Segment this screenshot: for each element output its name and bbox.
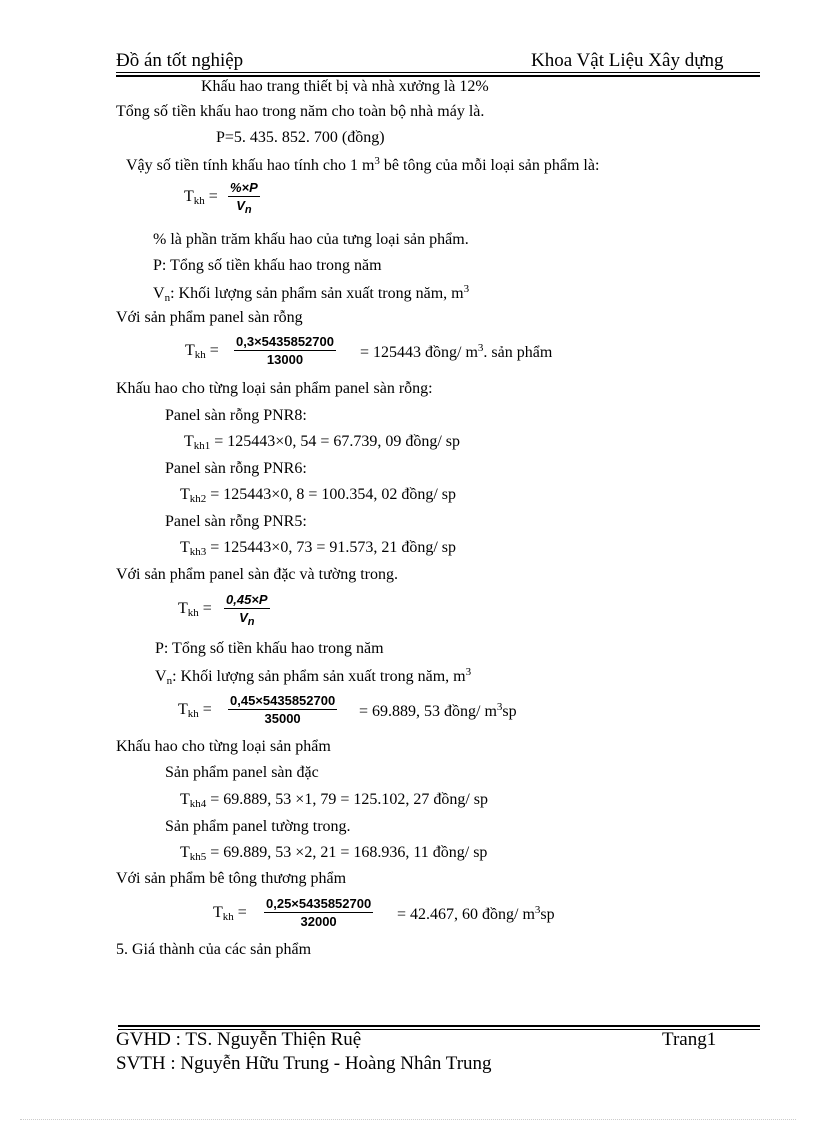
pnr6-calc: $T_{kh2} = 125443\times 0$, 8 = 100.354, 02 đồng/ sp xyxy=(180,486,457,505)
formula-5-denominator: 32000 xyxy=(300,914,337,929)
solid-floor-label: Sản phẩm panel sàn đặc xyxy=(165,764,319,781)
page-bottom-dotted-edge xyxy=(20,1119,796,1120)
solid-panel-breakdown-heading: Khấu hao cho từng loại sản phẩm xyxy=(116,738,331,755)
vn-definition-1: $V_n$: Khối lượng sản phẩm sản xuất trong năm, $m^3$ xyxy=(153,283,470,304)
solid-floor-calc: $T_{kh4} = 69.889$, 53 ×1, 79 = 125.102, 27 đồng/ sp xyxy=(180,791,489,810)
formula-3-fraction xyxy=(224,592,270,628)
pnr5-calc: $T_{kh3} = 125443\times 0$, 73 = 91.573, 21 đồng/ sp xyxy=(180,539,457,558)
vn-definition-2: $V_n$: Khối lượng sản phẩm sản xuất trong năm, $m^3$ xyxy=(155,666,472,687)
formula-4-numerator: 0,45×5435852700 xyxy=(230,693,336,708)
footer-supervisor: GVHD : TS. Nguyễn Thiện Ruệ xyxy=(116,1029,362,1050)
formula-2-result: = 125443 đồng/ $m^3$. sản phẩm xyxy=(360,342,553,361)
header-rule-thin xyxy=(116,72,760,73)
formula-3-denominator: $V_n$ xyxy=(239,610,255,628)
formula-2-denominator: 13000 xyxy=(266,352,304,367)
formula-3-lhs: $T_{kh}$ = xyxy=(178,600,212,619)
header-rule-thick xyxy=(116,75,760,77)
formula-4-denominator: 35000 xyxy=(264,711,301,726)
formula-5-numerator: 0,25×5435852700 xyxy=(266,896,372,911)
ready-mix-heading: Với sản phẩm bê tông thương phẩm xyxy=(116,870,347,887)
p-definition-2: P: Tổng số tiền khấu hao trong năm xyxy=(155,640,384,657)
footer-rule-thick xyxy=(118,1025,760,1027)
formula-1-denominator: $V_n$ xyxy=(236,198,252,216)
p-definition-1: P: Tổng số tiền khấu hao trong năm xyxy=(153,257,382,274)
pnr8-label: Panel sàn rỗng PNR8: xyxy=(165,407,307,424)
percent-definition: % là phần trăm khấu hao của tưng loại sản phẩm. xyxy=(153,231,469,248)
header-right: Khoa Vật Liệu Xây dựng xyxy=(531,50,724,71)
pnr5-label: Panel sàn rỗng PNR5: xyxy=(165,513,307,530)
formula-2-numerator: 0,3×5435852700 xyxy=(236,334,334,349)
solid-panel-heading: Với sản phẩm panel sàn đặc và tường trong. xyxy=(116,566,398,583)
pnr6-label: Panel sàn rỗng PNR6: xyxy=(165,460,307,477)
formula-5-lhs: $T_{kh}$ = xyxy=(213,904,247,923)
formula-4-lhs: $T_{kh}$ = xyxy=(178,701,212,720)
section-5-heading: 5. Giá thành của các sản phẩm xyxy=(116,941,312,958)
formula-1-fraction xyxy=(228,180,260,216)
formula-1-numerator: %×P xyxy=(230,180,258,195)
inner-wall-label: Sản phẩm panel tường trong. xyxy=(165,818,351,835)
formula-2-fraction xyxy=(234,334,336,367)
total-depreciation-label: Tổng số tiền khấu hao trong năm cho toàn bộ nhà máy là. xyxy=(116,103,485,120)
footer-students: SVTH : Nguyễn Hữu Trung - Hoàng Nhân Trung xyxy=(116,1053,492,1074)
formula-5-result: = 42.467, 60 đồng/ $m^3sp$ xyxy=(397,904,555,923)
formula-4-fraction xyxy=(228,693,337,726)
per-m3-intro: Vậy số tiền tính khấu hao tính cho 1 $m^3$ bê tông của mỗi loại sản phẩm là: xyxy=(126,155,600,174)
footer-page-number: Trang1 xyxy=(662,1029,717,1050)
formula-5-fraction xyxy=(264,896,373,929)
header-left: Đồ án tốt nghiệp xyxy=(116,50,244,71)
inner-wall-calc: $T_{kh5} = 69.889$, 53 ×2, 21 = 168.936, 11 đồng/ sp xyxy=(180,844,488,863)
formula-3-numerator: 0,45×P xyxy=(226,592,268,607)
formula-1-lhs: $T_{kh}$ = xyxy=(184,188,218,207)
hollow-panel-heading: Với sản phẩm panel sàn rỗng xyxy=(116,309,303,326)
depreciation-rate-line: Khấu hao trang thiết bị và nhà xưởng là 12% xyxy=(201,78,489,95)
formula-4-result: = 69.889, 53 đồng/ $m^3sp$ xyxy=(359,701,517,720)
hollow-panel-breakdown-heading: Khấu hao cho từng loại sản phẩm panel sàn rỗng: xyxy=(116,380,433,397)
total-depreciation-value: P=5. 435. 852. 700 (đồng) xyxy=(216,129,385,146)
formula-2-lhs: $T_{kh}$ = xyxy=(185,342,219,361)
pnr8-calc: $T_{kh1} = 125443\times 0$, 54 = 67.739, 09 đồng/ sp xyxy=(184,433,461,452)
